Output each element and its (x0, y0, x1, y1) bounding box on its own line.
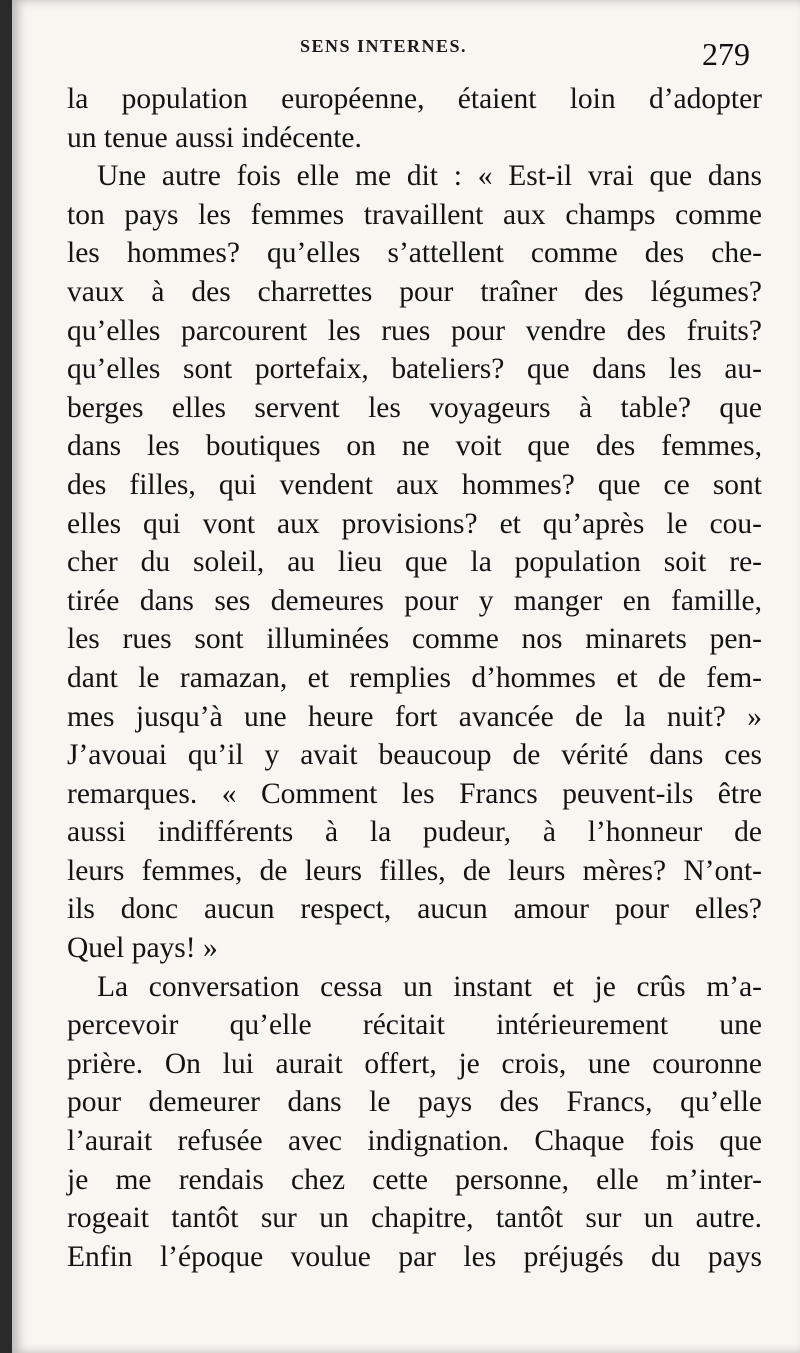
page-number: 279 (702, 36, 750, 72)
text-line: qu’elles sont portefaix, bateliers? que dans les au- (67, 353, 762, 386)
text-line: percevoir qu’elle récitait intérieurement une (67, 1009, 762, 1042)
text-line: pour demeurer dans le pays des Francs, qu’elle (67, 1086, 762, 1119)
text-line: vaux à des charrettes pour traîner des légumes? (67, 275, 762, 308)
text-line: J’avouai qu’il y avait beaucoup de vérité dans ces (67, 739, 762, 772)
text-line: tirée dans ses demeures pour y manger en famille, (67, 584, 762, 617)
text-line: les hommes? qu’elles s’attellent comme des che- (67, 237, 762, 270)
text-line: des filles, qui vendent aux hommes? que ce sont (67, 468, 762, 501)
text-line: qu’elles parcourent les rues pour vendre des fruits? (67, 314, 762, 347)
text-line: cher du soleil, au lieu que la population soit re- (67, 546, 762, 579)
text-line: remarques. « Comment les Francs peuvent-ils être (67, 777, 762, 810)
text-line: ton pays les femmes travaillent aux champs comme (67, 198, 762, 231)
text-line: mes jusqu’à une heure fort avancée de la nuit? » (67, 700, 762, 733)
text-line: je me rendais chez cette personne, elle m’inter- (67, 1163, 762, 1196)
text-line: prière. On lui aurait offert, je crois, une couronne (67, 1047, 762, 1080)
text-line: aussi indifférents à la pudeur, à l’honneur de (67, 816, 762, 849)
text-line: dant le ramazan, et remplies d’hommes et de fem- (67, 661, 762, 694)
text-line: l’aurait refusée avec indignation. Chaque fois que (67, 1125, 762, 1158)
running-title: SENS INTERNES. (300, 36, 468, 56)
text-line: elles qui vont aux provisions? et qu’après le cou- (67, 507, 762, 540)
text-line: un tenue aussi indécente. (67, 121, 362, 154)
text-line: Enfin l’époque voulue par les préjugés du pays (67, 1240, 762, 1273)
text-line: berges elles servent les voyageurs à table? que (67, 391, 762, 424)
text-line: la population européenne, étaient loin d’adopter (67, 83, 762, 115)
text-line: Une autre fois elle me dit : « Est-il vrai que dans (97, 160, 762, 193)
text-line: dans les boutiques on ne voit que des femmes, (67, 430, 762, 463)
body-text (67, 80, 762, 1276)
text-line: ils donc aucun respect, aucun amour pour elles? (67, 893, 762, 926)
text-line: La conversation cessa un instant et je crûs m’a- (97, 970, 762, 1003)
text-line: Quel pays! » (67, 932, 218, 965)
book-page (12, 0, 800, 1353)
text-line: rogeait tantôt sur un chapitre, tantôt sur un autre. (67, 1202, 762, 1235)
text-line: leurs femmes, de leurs filles, de leurs mères? N’ont- (67, 854, 762, 887)
text-line: les rues sont illuminées comme nos minarets pen- (67, 623, 762, 656)
